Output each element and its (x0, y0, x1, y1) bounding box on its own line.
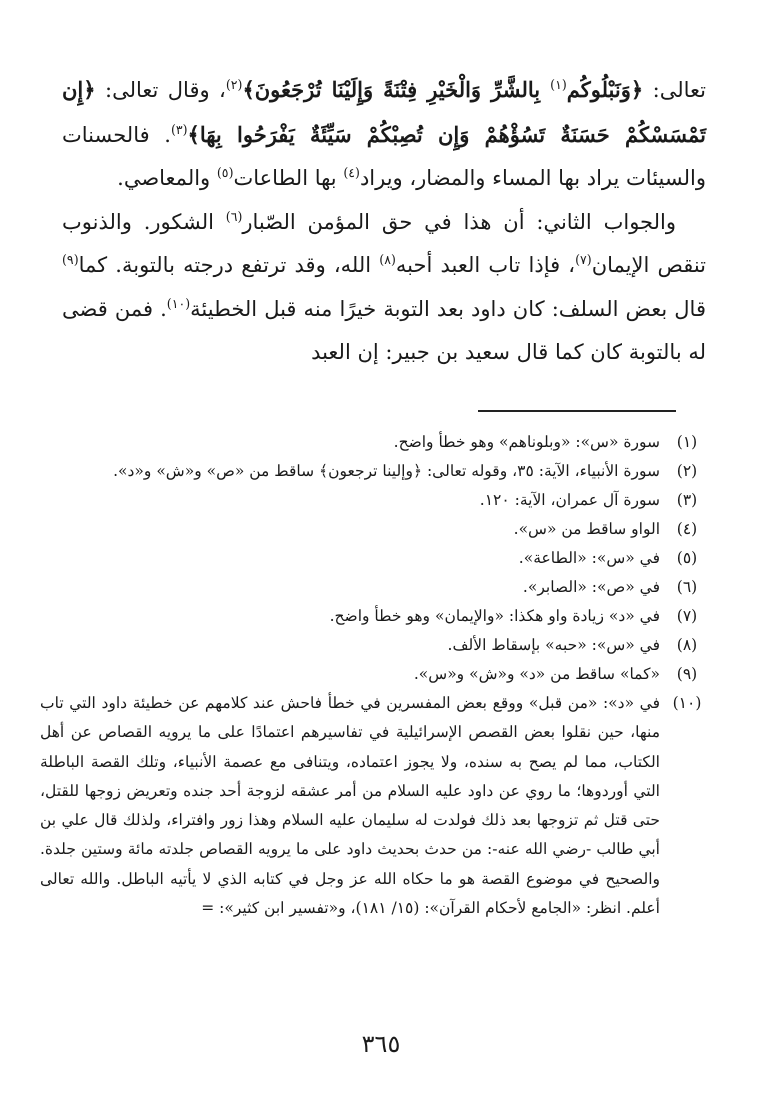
footnote-text: في «د» زيادة واو هكذا: «والإيمان» وهو خطأ واضح. (329, 607, 660, 625)
paragraph-1 (62, 68, 706, 201)
footnote-2 (40, 457, 710, 486)
footnote-9 (40, 660, 710, 689)
footnote-text: «كما» ساقط من «د» و«ش» و«س». (413, 665, 660, 683)
footnote-number: (٨) (676, 636, 698, 654)
footnote-ref: (٢) (225, 77, 243, 92)
text-run: بها الطاعات (233, 166, 344, 190)
footnote-ref: (٩) (62, 252, 79, 267)
footnote-text: سورة «س»: «وبلوناهم» وهو خطأ واضح. (393, 433, 660, 451)
footnote-6 (40, 573, 710, 602)
quran-verse: ﴿وَنَبْلُوكُم (566, 77, 644, 102)
text-run: والجواب الثاني: أن هذا في حق المؤمن الصّبار (242, 209, 676, 234)
text-run: ، وقال تعالى: (95, 78, 226, 102)
text-run: تعالى: (643, 78, 706, 102)
footnote-number: (٥) (676, 549, 698, 567)
footnote-text: الواو ساقط من «س». (513, 520, 660, 538)
footnote-number: (١٠) (672, 694, 702, 712)
footnote-text: في «ص»: «الصابر». (522, 578, 660, 596)
footnote-ref: (٥) (216, 165, 234, 180)
footnote-5 (40, 544, 710, 573)
footnote-divider (478, 410, 676, 412)
main-text (62, 68, 706, 375)
footnote-ref: (١٠) (166, 295, 191, 311)
footnote-number: (٩) (676, 665, 698, 683)
footnote-number: (٣) (676, 491, 698, 509)
text-run: . فمن قضى له بالتوبة كان كما قال سعيد بن جبير: إن العبد (62, 296, 706, 364)
text-run: الله، وقد ترتفع درجته بالتوبة. كما (78, 253, 380, 277)
text-run: قال بعض السلف: كان داود بعد التوبة خيرًا منه قبل الخطيئة (190, 296, 706, 321)
footnote-ref: (٤) (343, 165, 360, 180)
footnote-7 (40, 602, 710, 631)
text-run: ، فإذا تاب العبد أحبه (395, 253, 576, 277)
text-run: . فالحسنات والسيئات يراد بها المساء والمضار، ويراد (62, 122, 706, 190)
footnote-1 (40, 428, 710, 457)
page-number: ٣٦٥ (361, 1030, 401, 1058)
footnote-number: (٤) (676, 520, 698, 538)
footnote-4 (40, 515, 710, 544)
footnote-number: (٢) (676, 462, 698, 480)
quran-verse: ﴿إِن تَمْسَسْكُمْ حَسَنَةٌ تَسُؤْهُمْ وَإِن تُصِبْكُمْ سَيِّئَةٌ يَفْرَحُوا بِهَا﴾ (62, 77, 706, 147)
quran-verse: بِالشَّرِّ وَالْخَيْرِ فِتْنَةً وَإِلَيْنَا تُرْجَعُونَ﴾ (242, 77, 551, 102)
paragraph-2 (62, 201, 706, 375)
footnote-text: سورة آل عمران، الآية: ١٢٠. (479, 491, 660, 509)
footnote-3 (40, 486, 710, 515)
footnote-number: (٧) (676, 607, 698, 625)
footnote-text: في «س»: «حبه» بإسقاط الألف. (447, 636, 660, 654)
text-run: والمعاصي. (117, 166, 217, 190)
text-run: الشكور. والذنوب تنقص الإيمان (62, 209, 706, 277)
footnote-8 (40, 631, 710, 660)
footnote-text: في «د»: «من قبل» ووقع بعض المفسرين في خطأ فاحش عند كلامهم عن خطيئة داود التي تاب منها، حين نقلوا بعض القصص الإسرائيلية في تفاسيرهم اعتمادًا على ما يرويه القصاص عن أهل الكتاب، مما لم يصح به سنده، ولا يجوز اعتماده، ويتنافى مع عصمة الأنبياء، وتلك القصة الباطلة التي أوردوها؛ ما روي عن داود عليه السلام من أمر عشقه لزوجة أحد جنده وتعريض زوجها للقتل، حتى قتل ثم تزوجها بعد ذلك فولدت له سليمان عليه السلام وهذا زور وافتراء، ولذلك قال علي بن أبي طالب -رضي الله عنه-: من حدث بحديث داود على ما يرويه القصاص جلدته مائة وستين جلدة. والصحيح في موضوع القصة هو ما حكاه الله عز وجل في كتابه الذي لا يأتيه الباطل. والله تعالى أعلم. انظر: «الجامع لأحكام القرآن»: (١٥/ ١٨١)، و«تفسير ابن كثير»: = (40, 694, 660, 918)
footnotes (40, 428, 710, 923)
footnote-ref: (٦) (225, 208, 243, 224)
footnote-ref: (٣) (170, 121, 188, 137)
footnote-ref: (١) (550, 77, 567, 92)
footnote-text: سورة الأنبياء، الآية: ٣٥، وقوله تعالى: ﴿وإلينا ترجعون﴾ ساقط من «ص» و«ش» و«د». (113, 462, 660, 480)
footnote-ref: (٧) (575, 252, 592, 267)
footnote-number: (٦) (676, 578, 698, 596)
footnote-ref: (٨) (379, 252, 396, 267)
footnote-number: (١) (676, 433, 698, 451)
footnote-text: في «س»: «الطاعة». (518, 549, 660, 567)
footnote-10 (40, 689, 710, 923)
